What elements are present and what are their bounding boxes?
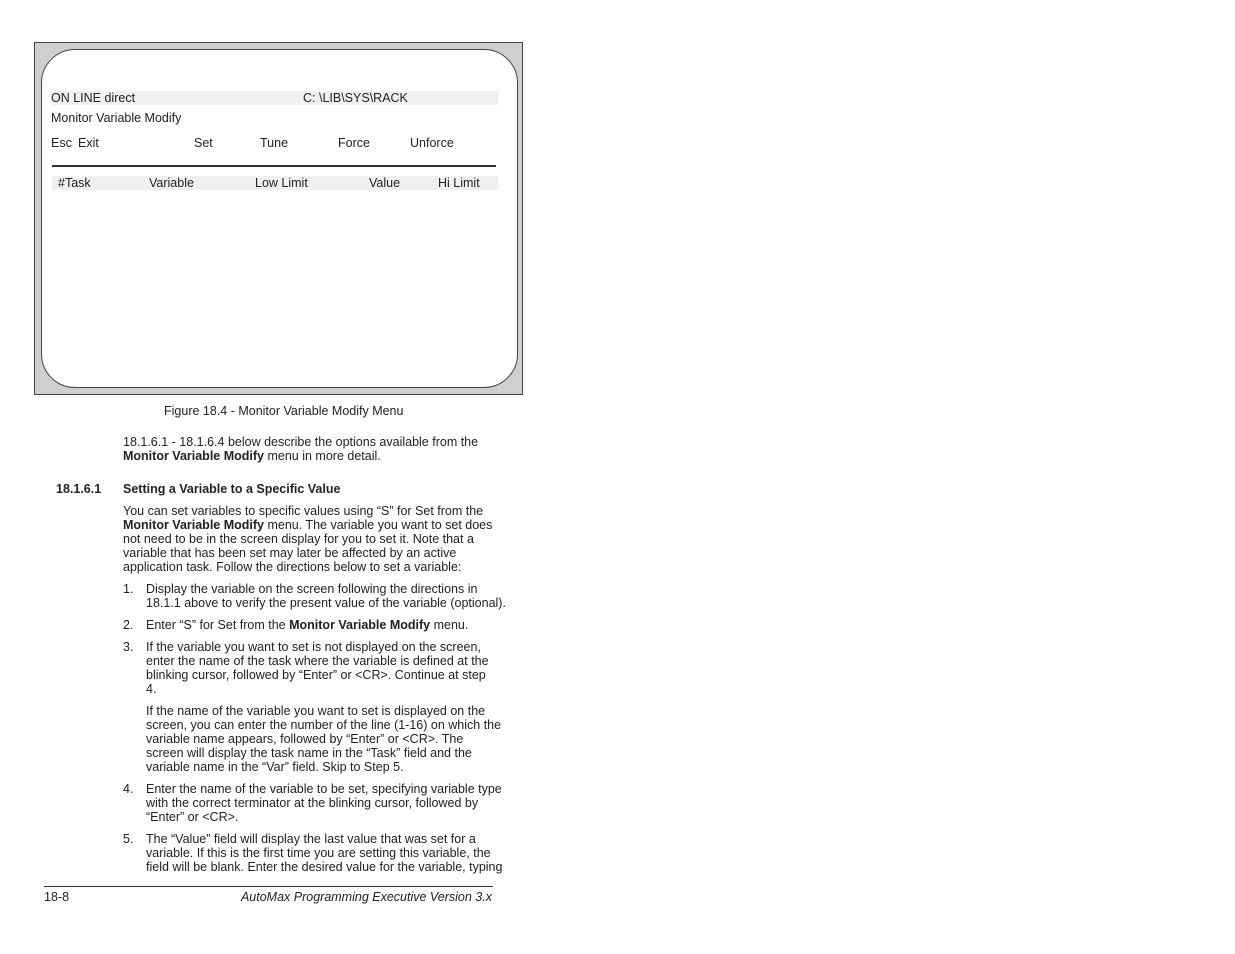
menu-set: Set <box>194 136 213 150</box>
p1-bold: Monitor Variable Modify <box>123 518 264 532</box>
step-3-line-4: 4. <box>146 682 157 696</box>
col-task: #Task <box>58 176 91 190</box>
col-low-limit: Low Limit <box>255 176 308 190</box>
step-3-line-2: enter the name of the task where the variable is defined at the <box>146 654 489 668</box>
p1-line-5: application task. Follow the directions below to set a variable: <box>123 560 462 574</box>
page-number: 18-8 <box>44 890 70 904</box>
p1-rest: menu. The variable you want to set does <box>264 518 493 532</box>
intro-rest: menu in more detail. <box>264 449 381 463</box>
step-4-line-1: Enter the name of the variable to be set, specifying variable type <box>146 782 502 796</box>
step-3b-line-4: screen will display the task name in the “Task” field and the <box>146 746 472 760</box>
step-3-line-1: If the variable you want to set is not displayed on the screen, <box>146 640 481 654</box>
col-hi-limit: Hi Limit <box>438 176 480 190</box>
step-2-bold: Monitor Variable Modify <box>289 618 431 632</box>
step-5-line-3: field will be blank. Enter the desired value for the variable, typing <box>146 860 503 874</box>
running-footer-title: AutoMax Programming Executive Version 3.x <box>240 890 492 904</box>
menu-exit: Exit <box>78 136 99 150</box>
step-1-line-1: Display the variable on the screen following the directions in <box>146 582 478 596</box>
step-5-number: 5. <box>123 832 134 846</box>
step-2-line <box>146 618 468 632</box>
step-4-line-2: with the correct terminator at the blinking cursor, followed by <box>146 796 479 810</box>
screen-divider <box>52 165 496 167</box>
menu-force: Force <box>338 136 370 150</box>
col-value: Value <box>369 176 401 190</box>
figure-screen <box>41 49 518 388</box>
figure-caption: Figure 18.4 - Monitor Variable Modify Menu <box>164 404 404 418</box>
step-5-line-1: The “Value” field will display the last value that was set for a <box>146 832 476 846</box>
step-3-number: 3. <box>123 640 134 654</box>
step-3b-line-2: screen, you can enter the number of the line (1-16) on which the <box>146 718 502 732</box>
step-4-number: 4. <box>123 782 134 796</box>
step-3b-line-3: variable name appears, followed by “Enter” or <CR>. The <box>146 732 464 746</box>
col-variable: Variable <box>149 176 194 190</box>
p1-line-1: You can set variables to specific values using “S” for Set from the <box>123 504 484 518</box>
menu-tune: Tune <box>260 136 289 150</box>
menu-key-esc: Esc <box>51 136 72 150</box>
step-3b-line-5: variable name in the “Var” field. Skip to Step 5. <box>146 760 404 774</box>
step-5-line-2: variable. If this is the first time you are setting this variable, the <box>146 846 491 860</box>
step-3b-line-1: If the name of the variable you want to set is displayed on the <box>146 704 486 718</box>
step-2-number: 2. <box>123 618 134 632</box>
status-path: C: \LIB\SYS\RACK <box>303 91 408 105</box>
p1-line-3: not need to be in the screen display for you to set it. Note that a <box>123 532 474 546</box>
section-title: Setting a Variable to a Specific Value <box>123 482 341 496</box>
figure-screen-frame <box>34 42 523 395</box>
step-1-number: 1. <box>123 582 134 596</box>
step-1-line-2: 18.1.1 above to verify the present value of the variable (optional). <box>146 596 506 610</box>
status-mode: ON LINE direct <box>51 91 136 105</box>
menu-title: Monitor Variable Modify <box>51 111 182 125</box>
step-2-post: menu. <box>430 618 469 632</box>
intro-line-2 <box>123 449 381 463</box>
step-2-pre: Enter “S” for Set from the <box>146 618 290 632</box>
p1-line-4: variable that has been set may later be affected by an active <box>123 546 457 560</box>
step-4-line-3: “Enter” or <CR>. <box>146 810 239 824</box>
section-number: 18.1.6.1 <box>56 482 102 496</box>
intro-line-1: 18.1.6.1 - 18.1.6.4 below describe the options available from the <box>123 435 479 449</box>
intro-bold: Monitor Variable Modify <box>123 449 264 463</box>
footer-rule <box>44 886 493 887</box>
step-3-line-3: blinking cursor, followed by “Enter” or <CR>. Continue at step <box>146 668 486 682</box>
menu-unforce: Unforce <box>410 136 454 150</box>
p1-line-2 <box>123 518 492 532</box>
